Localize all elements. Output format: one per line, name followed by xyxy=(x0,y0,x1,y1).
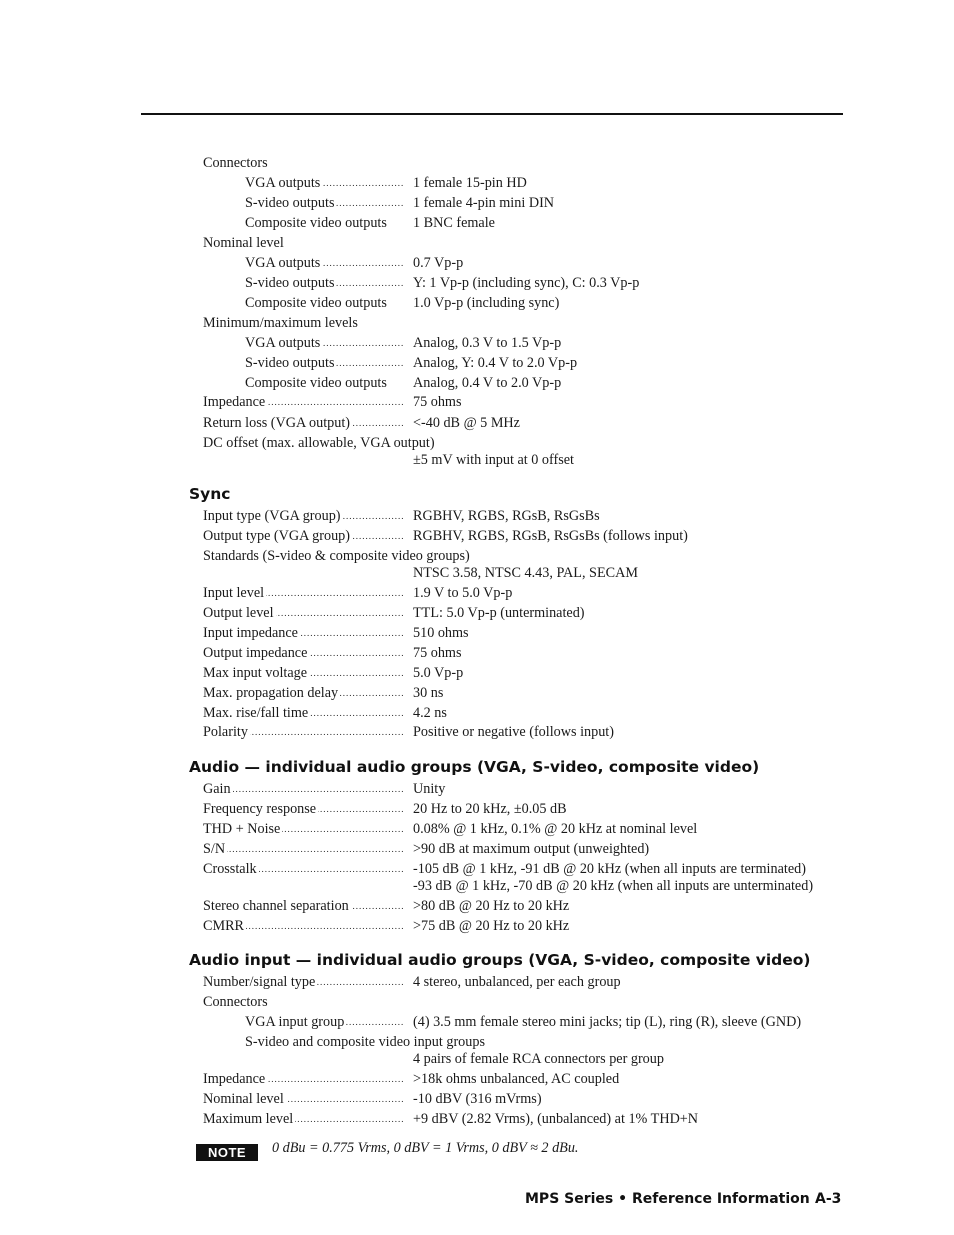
spec-label-text: Impedance xyxy=(203,394,266,410)
spec-row xyxy=(0,841,954,858)
spec-row xyxy=(0,665,954,682)
page-number: A-3 xyxy=(815,1191,842,1207)
spec-label xyxy=(203,994,270,1011)
spec-label-text: Gain xyxy=(203,781,231,797)
spec-row xyxy=(0,335,954,352)
spec-row xyxy=(0,1091,954,1108)
spec-label xyxy=(203,435,437,452)
spec-label-text: Max input voltage xyxy=(203,665,308,681)
spec-row xyxy=(0,355,954,372)
spec-label xyxy=(245,255,322,272)
spec-label xyxy=(203,841,227,858)
spec-row xyxy=(0,215,954,232)
spec-label xyxy=(203,685,340,702)
leader-dots xyxy=(203,841,403,858)
spec-label-text: S-video outputs xyxy=(245,195,335,211)
spec-row xyxy=(0,781,954,798)
spec-value: 1.0 Vp-p (including sync) xyxy=(413,295,560,311)
spec-label-text: S-video outputs xyxy=(245,355,335,371)
spec-label xyxy=(203,974,317,991)
spec-value: >90 dB at maximum output (unweighted) xyxy=(413,841,650,857)
spec-label xyxy=(203,508,343,525)
spec-row xyxy=(0,1111,954,1128)
spec-row xyxy=(0,724,954,741)
spec-label xyxy=(203,861,259,878)
spec-label xyxy=(203,705,310,722)
spec-label xyxy=(245,375,389,392)
spec-label xyxy=(203,155,270,172)
spec-row xyxy=(0,548,954,565)
footer-title: MPS Series • Reference Information xyxy=(525,1191,810,1207)
spec-row xyxy=(0,585,954,602)
section-heading: Audio input — individual audio groups (VGA, S-video, composite video) xyxy=(189,951,811,969)
spec-label-text: Composite video outputs xyxy=(245,215,387,231)
spec-label xyxy=(245,195,336,212)
spec-value: -105 dB @ 1 kHz, -91 dB @ 20 kHz (when all inputs are terminated) xyxy=(413,861,806,877)
spec-value: (4) 3.5 mm female stereo mini jacks; tip (L), ring (R), sleeve (GND) xyxy=(413,1014,802,1030)
spec-label-text: THD + Noise xyxy=(203,821,281,837)
spec-label-text: S-video and composite video input groups xyxy=(245,1034,485,1050)
spec-row xyxy=(0,821,954,838)
spec-label xyxy=(203,315,360,332)
spec-value: 20 Hz to 20 kHz, ±0.05 dB xyxy=(413,801,567,817)
spec-label xyxy=(245,215,389,232)
note-badge: NOTE xyxy=(196,1144,258,1161)
spec-value: RGBHV, RGBS, RGsB, RsGsBs xyxy=(413,508,600,524)
spec-label-text: S-video outputs xyxy=(245,275,335,291)
spec-label-text: Input level xyxy=(203,585,265,601)
spec-row xyxy=(0,195,954,212)
section-heading: Audio — individual audio groups (VGA, S-video, composite video) xyxy=(189,758,760,776)
spec-label xyxy=(203,1111,295,1128)
spec-label xyxy=(203,898,351,915)
spec-value: 1 female 15-pin HD xyxy=(413,175,527,191)
spec-label xyxy=(203,528,352,545)
spec-row xyxy=(0,394,954,411)
spec-label-text: VGA outputs xyxy=(245,255,321,271)
spec-value: 1 BNC female xyxy=(413,215,495,231)
spec-value: >18k ohms unbalanced, AC coupled xyxy=(413,1071,620,1087)
spec-label xyxy=(203,625,300,642)
spec-label-text: CMRR xyxy=(203,918,245,934)
spec-row xyxy=(0,1014,954,1031)
spec-value: <-40 dB @ 5 MHz xyxy=(413,415,520,431)
spec-label-text: Max. rise/fall time xyxy=(203,705,309,721)
spec-label-text: Minimum/maximum levels xyxy=(203,315,358,331)
spec-value: 5.0 Vp-p xyxy=(413,665,464,681)
spec-row xyxy=(0,415,954,432)
spec-label-text: VGA input group xyxy=(245,1014,345,1030)
spec-value: 4 pairs of female RCA connectors per group xyxy=(413,1051,664,1067)
spec-row xyxy=(0,508,954,525)
spec-row xyxy=(0,275,954,292)
spec-value: Positive or negative (follows input) xyxy=(413,724,614,740)
spec-label xyxy=(203,1071,267,1088)
spec-row xyxy=(0,255,954,272)
spec-label xyxy=(203,605,276,622)
spec-label xyxy=(203,585,266,602)
spec-label xyxy=(245,295,389,312)
spec-value: Analog, 0.3 V to 1.5 Vp-p xyxy=(413,335,562,351)
spec-label xyxy=(245,1014,346,1031)
spec-label xyxy=(203,801,318,818)
spec-label-text: Output type (VGA group) xyxy=(203,528,350,544)
spec-label-text: Nominal level xyxy=(203,1091,284,1107)
spec-value: RGBHV, RGBS, RGsB, RsGsBs (follows input) xyxy=(413,528,688,544)
spec-value: -93 dB @ 1 kHz, -70 dB @ 20 kHz (when all inputs are unterminated) xyxy=(413,878,814,894)
section-heading: Sync xyxy=(189,485,231,503)
spec-label xyxy=(203,645,309,662)
spec-row xyxy=(0,452,954,469)
spec-value: 1.9 V to 5.0 Vp-p xyxy=(413,585,513,601)
spec-label-text: DC offset (max. allowable, VGA output) xyxy=(203,435,435,451)
spec-label xyxy=(203,548,472,565)
spec-label-text: Input impedance xyxy=(203,625,298,641)
spec-label-text: Input type (VGA group) xyxy=(203,508,341,524)
spec-value: +9 dBV (2.82 Vrms), (unbalanced) at 1% THD+N xyxy=(413,1111,699,1127)
spec-label-text: Polarity xyxy=(203,724,248,740)
spec-value: NTSC 3.58, NTSC 4.43, PAL, SECAM xyxy=(413,565,638,581)
spec-label-text: Crosstalk xyxy=(203,861,257,877)
spec-row xyxy=(0,435,954,452)
spec-value: ±5 mV with input at 0 offset xyxy=(413,452,574,468)
leader-dots xyxy=(203,781,403,798)
spec-row xyxy=(0,898,954,915)
spec-label-text: Frequency response xyxy=(203,801,317,817)
spec-label-text: Output level xyxy=(203,605,274,621)
spec-value: 75 ohms xyxy=(413,645,462,661)
spec-label-text: Output impedance xyxy=(203,645,308,661)
spec-row xyxy=(0,155,954,172)
spec-label xyxy=(203,665,309,682)
spec-row xyxy=(0,565,954,582)
spec-label xyxy=(203,415,352,432)
spec-value: 0.7 Vp-p xyxy=(413,255,464,271)
note-text: 0 dBu = 0.775 Vrms, 0 dBV = 1 Vrms, 0 dBV ≈ 2 dBu. xyxy=(272,1140,579,1156)
spec-value: 510 ohms xyxy=(413,625,469,641)
spec-label-text: Composite video outputs xyxy=(245,375,387,391)
spec-row xyxy=(0,235,954,252)
spec-row xyxy=(0,295,954,312)
spec-label-text: Composite video outputs xyxy=(245,295,387,311)
spec-label-text: Return loss (VGA output) xyxy=(203,415,350,431)
spec-row xyxy=(0,1034,954,1051)
spec-label xyxy=(203,821,282,838)
spec-row xyxy=(0,1071,954,1088)
spec-label xyxy=(203,918,246,935)
spec-row xyxy=(0,878,954,895)
spec-label-text: Standards (S-video & composite video groups) xyxy=(203,548,470,564)
spec-label-text: Connectors xyxy=(203,155,268,171)
spec-label xyxy=(203,235,286,252)
spec-row xyxy=(0,645,954,662)
spec-value: TTL: 5.0 Vp-p (unterminated) xyxy=(413,605,585,621)
spec-row xyxy=(0,375,954,392)
spec-label xyxy=(245,1034,487,1051)
spec-value: 0.08% @ 1 kHz, 0.1% @ 20 kHz at nominal level xyxy=(413,821,698,837)
spec-row xyxy=(0,315,954,332)
spec-row xyxy=(0,528,954,545)
spec-value: >80 dB @ 20 Hz to 20 kHz xyxy=(413,898,570,914)
spec-label-text: VGA outputs xyxy=(245,335,321,351)
spec-value: 1 female 4-pin mini DIN xyxy=(413,195,555,211)
spec-row xyxy=(0,861,954,878)
spec-label xyxy=(245,275,336,292)
spec-label xyxy=(245,175,322,192)
spec-label-text: VGA outputs xyxy=(245,175,321,191)
spec-value: Analog, 0.4 V to 2.0 Vp-p xyxy=(413,375,562,391)
spec-label-text: S/N xyxy=(203,841,226,857)
spec-value: Y: 1 Vp-p (including sync), C: 0.3 Vp-p xyxy=(413,275,640,291)
spec-value: -10 dBV (316 mVrms) xyxy=(413,1091,542,1107)
spec-value: 75 ohms xyxy=(413,394,462,410)
spec-row xyxy=(0,175,954,192)
spec-row xyxy=(0,705,954,722)
spec-label xyxy=(203,394,267,411)
spec-value: 30 ns xyxy=(413,685,444,701)
spec-label-text: Nominal level xyxy=(203,235,284,251)
spec-label-text: Max. propagation delay xyxy=(203,685,339,701)
spec-label xyxy=(245,335,322,352)
spec-label-text: Impedance xyxy=(203,1071,266,1087)
spec-value: 4 stereo, unbalanced, per each group xyxy=(413,974,621,990)
spec-row xyxy=(0,994,954,1011)
spec-label-text: Number/signal type xyxy=(203,974,316,990)
spec-value: Analog, Y: 0.4 V to 2.0 Vp-p xyxy=(413,355,578,371)
spec-label xyxy=(203,724,250,741)
spec-value: Unity xyxy=(413,781,446,797)
spec-row xyxy=(0,974,954,991)
spec-label xyxy=(203,1091,286,1108)
spec-label xyxy=(245,355,336,372)
spec-row xyxy=(0,1051,954,1068)
spec-label-text: Connectors xyxy=(203,994,268,1010)
spec-row xyxy=(0,685,954,702)
spec-value: 4.2 ns xyxy=(413,705,447,721)
spec-row xyxy=(0,918,954,935)
spec-row xyxy=(0,625,954,642)
spec-value: >75 dB @ 20 Hz to 20 kHz xyxy=(413,918,570,934)
spec-row xyxy=(0,801,954,818)
header-rule xyxy=(141,113,843,115)
spec-label xyxy=(203,781,233,798)
spec-label-text: Maximum level xyxy=(203,1111,294,1127)
spec-row xyxy=(0,605,954,622)
spec-label-text: Stereo channel separation xyxy=(203,898,349,914)
